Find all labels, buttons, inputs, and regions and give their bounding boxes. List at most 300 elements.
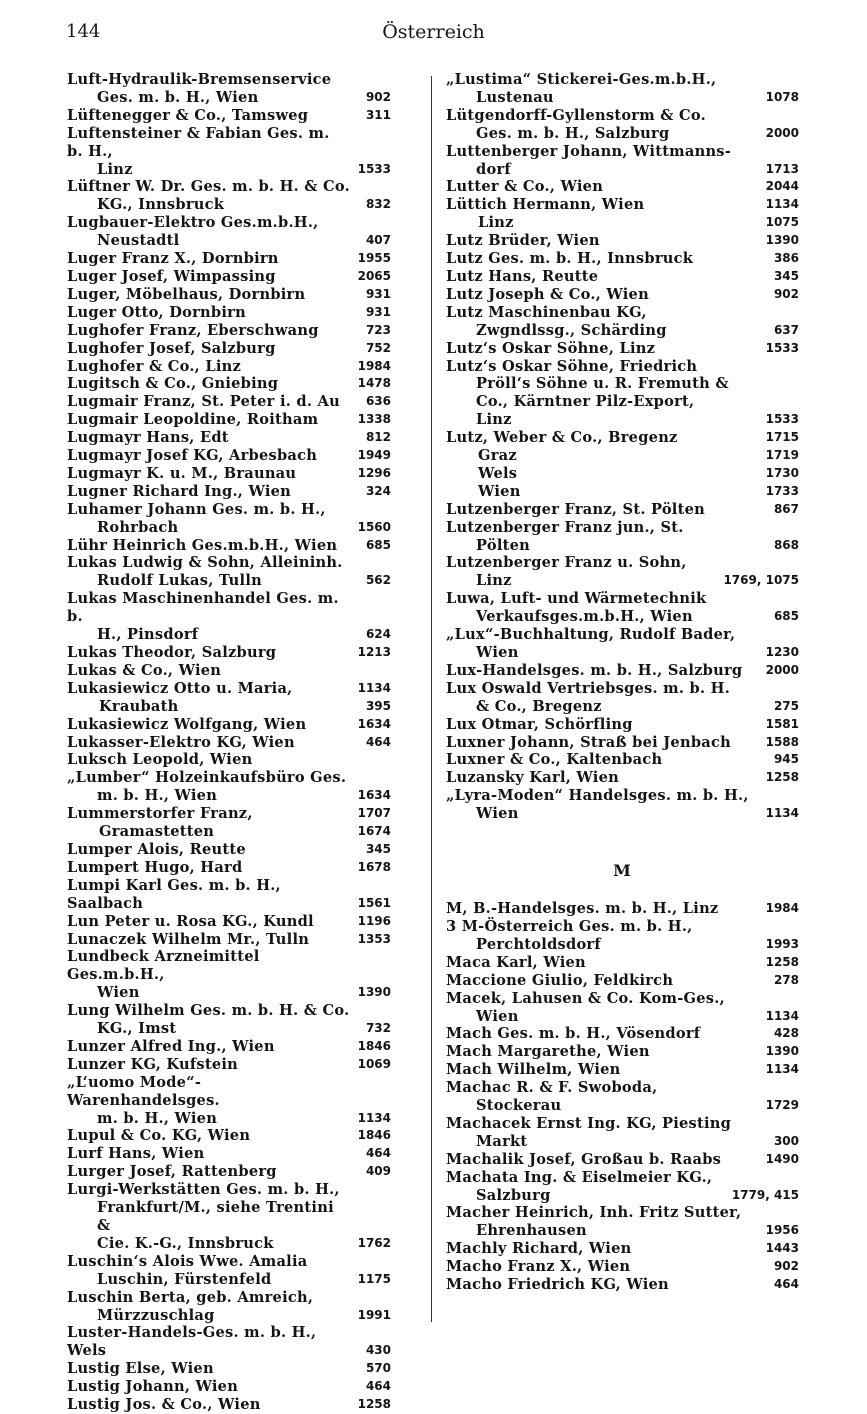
directory-entry bbox=[446, 1025, 799, 1043]
entry-name-line: Luger Franz X., Dornbirn bbox=[67, 250, 279, 268]
directory-entry bbox=[446, 304, 799, 340]
directory-entry bbox=[446, 358, 799, 430]
entry-name bbox=[446, 1204, 758, 1240]
entry-name-line: Lütgendorff-Gyllenstorm & Co. bbox=[446, 106, 706, 124]
entry-name-line: Lux Oswald Vertriebsges. m. b. H. bbox=[446, 679, 731, 697]
directory-entry bbox=[67, 948, 391, 1002]
entry-name bbox=[67, 107, 358, 125]
entry-name bbox=[67, 1181, 350, 1253]
directory-entry bbox=[446, 1276, 799, 1294]
entry-reference-number: 1296 bbox=[357, 465, 391, 480]
entry-reference-number: 1713 bbox=[765, 161, 799, 176]
entry-reference-number: 732 bbox=[365, 1021, 391, 1036]
entry-name bbox=[446, 1151, 758, 1169]
entry-reference-number: 1390 bbox=[765, 233, 799, 248]
directory-entry bbox=[446, 1204, 799, 1240]
entry-name-line: Luxner & Co., Kaltenbach bbox=[446, 751, 663, 769]
directory-entry bbox=[67, 286, 391, 304]
directory-entry bbox=[67, 250, 391, 268]
entry-name-line: Lüftenegger & Co., Tamsweg bbox=[67, 106, 309, 124]
directory-entry bbox=[67, 268, 391, 286]
entry-name-line: Lupul & Co. KG, Wien bbox=[67, 1127, 251, 1145]
directory-entry bbox=[67, 71, 391, 107]
entry-reference-number: 464 bbox=[773, 1277, 799, 1292]
directory-entry bbox=[67, 662, 391, 680]
entry-name bbox=[67, 769, 350, 805]
entry-name bbox=[67, 751, 383, 769]
entry-name-line: Luschin‘s Alois Wwe. Amalia bbox=[67, 1252, 308, 1270]
entry-name-line: Lustig Else, Wien bbox=[67, 1360, 214, 1378]
entry-name bbox=[67, 268, 350, 286]
entry-name-continuation: Mürzzuschlag bbox=[97, 1306, 215, 1324]
entry-name-line: Lukas Theodor, Salzburg bbox=[67, 644, 277, 661]
entry-reference-number: 1196 bbox=[357, 913, 391, 928]
directory-entry bbox=[67, 322, 391, 340]
entry-reference-number: 345 bbox=[365, 841, 391, 856]
entry-reference-number: 2044 bbox=[765, 179, 799, 194]
entry-name bbox=[67, 554, 358, 590]
directory-entry bbox=[67, 680, 391, 698]
entry-name-line: Luttenberger Johann, Wittmanns- bbox=[446, 142, 732, 160]
entry-name-line: Lugmair Franz, St. Peter i. d. Au bbox=[67, 393, 340, 411]
entry-name-line: Lutz Hans, Reutte bbox=[446, 267, 599, 285]
entry-reference-number: 1134 bbox=[765, 197, 799, 212]
directory-entry bbox=[67, 1396, 391, 1414]
entry-reference-number: 570 bbox=[365, 1361, 391, 1376]
entry-name bbox=[67, 859, 350, 877]
entry-reference-number: 1956 bbox=[765, 1223, 799, 1238]
entry-name-line: Graz bbox=[478, 447, 517, 465]
entry-name-line: Macek, Lahusen & Co. Kom-Ges., bbox=[446, 989, 725, 1007]
entry-name-line: Lugner Richard Ing., Wien bbox=[67, 482, 292, 500]
entry-name-line: Luft-Hydraulik-Bremsenservice bbox=[67, 71, 332, 88]
entry-name bbox=[67, 1163, 358, 1181]
entry-name-continuation: KG., Innsbruck bbox=[97, 196, 225, 214]
directory-entry bbox=[446, 143, 799, 179]
entry-name bbox=[67, 644, 350, 662]
entry-name bbox=[67, 214, 358, 250]
entry-name-line: 3 M-Österreich Ges. m. b. H., bbox=[446, 917, 693, 935]
entry-name bbox=[446, 501, 766, 519]
entry-name bbox=[67, 805, 350, 823]
entry-name bbox=[446, 107, 758, 143]
entry-name bbox=[446, 358, 758, 430]
directory-entry bbox=[446, 429, 799, 447]
entry-reference-number: 464 bbox=[365, 1146, 391, 1161]
entry-name bbox=[446, 465, 758, 483]
entry-name-continuation: Linz bbox=[476, 572, 512, 590]
entry-name bbox=[67, 322, 358, 340]
entry-reference-number: 1561 bbox=[357, 895, 391, 910]
entry-name-continuation: Wien bbox=[97, 984, 140, 1002]
entry-name bbox=[67, 1038, 350, 1056]
entry-reference-number: 1715 bbox=[765, 430, 799, 445]
directory-entry bbox=[446, 954, 799, 972]
directory-entry bbox=[67, 931, 391, 949]
entry-name bbox=[67, 698, 358, 716]
directory-entry bbox=[446, 1240, 799, 1258]
entry-name-line: Lukas & Co., Wien bbox=[67, 661, 222, 679]
directory-entry bbox=[67, 429, 391, 447]
directory-entry bbox=[67, 734, 391, 752]
directory-entry bbox=[67, 823, 391, 841]
entry-name bbox=[446, 519, 766, 555]
entry-name-continuation: m. b. H., Wien bbox=[97, 787, 218, 805]
directory-entry bbox=[446, 662, 799, 680]
directory-entry bbox=[446, 787, 799, 823]
directory-entry bbox=[446, 196, 799, 214]
entry-name-line: Lutz Maschinenbau KG, bbox=[446, 303, 647, 321]
entry-name-line: Wels bbox=[478, 464, 518, 482]
directory-entry bbox=[67, 751, 391, 769]
entry-reference-number: 562 bbox=[365, 573, 391, 588]
entry-reference-number: 1175 bbox=[357, 1271, 391, 1286]
entry-name-line: Luger Josef, Wimpassing bbox=[67, 267, 276, 285]
directory-entry bbox=[446, 71, 799, 107]
directory-entry bbox=[446, 519, 799, 555]
entry-name-line: Mach Ges. m. b. H., Vösendorf bbox=[446, 1025, 701, 1043]
directory-entry bbox=[446, 447, 799, 465]
directory-entry bbox=[67, 340, 391, 358]
entry-name bbox=[67, 537, 358, 555]
entry-name-line: Lumper Alois, Reutte bbox=[67, 840, 246, 858]
entry-name-line: Linz bbox=[478, 214, 514, 232]
entry-name-line: Lugmayr K. u. M., Braunau bbox=[67, 464, 297, 482]
directory-entry bbox=[67, 178, 391, 214]
entry-name-line: Lutter & Co., Wien bbox=[446, 178, 604, 196]
entry-name bbox=[67, 340, 358, 358]
entry-name bbox=[67, 1002, 358, 1038]
directory-entry bbox=[67, 483, 391, 501]
entry-name-line: Luwa, Luft- und Wärmetechnik bbox=[446, 590, 707, 608]
entry-name-line: Luxner Johann, Straß bei Jenbach bbox=[446, 733, 731, 751]
entry-reference-number: 1134 bbox=[357, 680, 391, 695]
entry-name bbox=[67, 447, 350, 465]
directory-entry bbox=[67, 358, 391, 376]
entry-name bbox=[446, 286, 766, 304]
entry-reference-number: 832 bbox=[365, 197, 391, 212]
directory-entry bbox=[446, 751, 799, 769]
directory-entry bbox=[67, 1127, 391, 1145]
entry-reference-number: 1533 bbox=[765, 412, 799, 427]
entry-name bbox=[67, 375, 350, 393]
entry-reference-number: 624 bbox=[365, 627, 391, 642]
entry-reference-number: 1075 bbox=[765, 215, 799, 230]
entry-reference-number: 1533 bbox=[765, 340, 799, 355]
entry-reference-number: 1588 bbox=[765, 734, 799, 749]
entry-reference-number: 1719 bbox=[765, 448, 799, 463]
entry-name-line: Lutz Brüder, Wien bbox=[446, 232, 600, 250]
entry-reference-number: 464 bbox=[365, 1379, 391, 1394]
entry-name-line: Lutz Ges. m. b. H., Innsbruck bbox=[446, 250, 694, 268]
directory-entry bbox=[446, 1079, 799, 1115]
entry-name bbox=[67, 1396, 350, 1414]
entry-reference-number: 430 bbox=[365, 1343, 391, 1358]
entry-name-continuation: Salzburg bbox=[476, 1186, 551, 1204]
entry-name-line: M, B.-Handelsges. m. b. H., Linz bbox=[446, 900, 719, 918]
entry-name-line: Luger, Möbelhaus, Dornbirn bbox=[67, 285, 306, 303]
entry-name-line: „L‘uomo Mode“-Warenhandelsges. bbox=[67, 1073, 220, 1109]
directory-entry bbox=[67, 716, 391, 734]
entry-name-continuation: Linz bbox=[97, 160, 133, 178]
entry-reference-number: 300 bbox=[773, 1133, 799, 1148]
entry-name-line: Lunaczek Wilhelm Mr., Tulln bbox=[67, 930, 310, 948]
directory-entry bbox=[446, 501, 799, 519]
entry-name-line: Lüttich Hermann, Wien bbox=[446, 196, 645, 214]
entry-name-line: Lughofer & Co., Linz bbox=[67, 357, 242, 375]
entry-name-line: Maccione Giulio, Feldkirch bbox=[446, 971, 674, 989]
entry-name-line: Lughofer Josef, Salzburg bbox=[67, 339, 276, 357]
directory-entry bbox=[67, 1163, 391, 1181]
directory-entry bbox=[446, 769, 799, 787]
entry-name bbox=[446, 554, 715, 590]
entry-name-line: Lugitsch & Co., Gniebing bbox=[67, 375, 279, 393]
entry-name-line: Gramastetten bbox=[99, 823, 215, 841]
entry-name bbox=[67, 1289, 350, 1325]
entry-name bbox=[446, 483, 758, 501]
entry-name bbox=[446, 716, 758, 734]
entry-name-continuation: Ges. m. b. H., Wien bbox=[97, 88, 259, 106]
directory-entry bbox=[446, 1115, 799, 1151]
entry-name-line: Lutz, Weber & Co., Bregenz bbox=[446, 429, 678, 447]
entry-name-line: Lunzer KG, Kufstein bbox=[67, 1055, 239, 1073]
entry-reference-number: 867 bbox=[773, 501, 799, 516]
entry-name bbox=[67, 304, 358, 322]
entry-name bbox=[446, 143, 758, 179]
directory-entry bbox=[67, 1289, 391, 1325]
entry-name-line: Lustig Jos. & Co., Wien bbox=[67, 1396, 261, 1414]
entry-reference-number: 723 bbox=[365, 322, 391, 337]
directory-entry bbox=[67, 465, 391, 483]
entry-name-continuation: Pölten bbox=[476, 536, 530, 554]
entry-reference-number: 278 bbox=[773, 972, 799, 987]
entry-name bbox=[446, 71, 758, 107]
directory-entry bbox=[67, 698, 391, 716]
entry-reference-number: 902 bbox=[773, 1259, 799, 1274]
directory-entry bbox=[67, 841, 391, 859]
entry-name-continuation: Rudolf Lukas, Tulln bbox=[97, 572, 262, 590]
entry-name-continuation: Rohrbach bbox=[97, 518, 179, 536]
entry-name-line: Lung Wilhelm Ges. m. b. H. & Co. bbox=[67, 1002, 350, 1020]
entry-name bbox=[446, 990, 758, 1026]
directory-entry bbox=[67, 375, 391, 393]
entry-reference-number: 345 bbox=[773, 268, 799, 283]
entry-reference-number: 1390 bbox=[357, 985, 391, 1000]
entry-reference-number: 1729 bbox=[765, 1098, 799, 1113]
entry-name-line: Lumpert Hugo, Hard bbox=[67, 858, 243, 876]
entry-name-line: Luster-Handels-Ges. m. b. H., Wels bbox=[67, 1324, 317, 1360]
entry-name-continuation: Co., Kärntner Pilz-Export, bbox=[476, 393, 695, 411]
entry-name-continuation: Neustadtl bbox=[97, 232, 180, 250]
entry-name-line: Lunzer Alfred Ing., Wien bbox=[67, 1037, 275, 1055]
directory-entry bbox=[67, 1378, 391, 1396]
entry-name-line: Luger Otto, Dornbirn bbox=[67, 303, 246, 321]
entry-name-continuation: dorf bbox=[476, 160, 511, 178]
entry-name-line: Machly Richard, Wien bbox=[446, 1240, 632, 1258]
directory-entry bbox=[67, 913, 391, 931]
entry-name-line: Lugmayr Hans, Edt bbox=[67, 429, 229, 447]
entry-reference-number: 1634 bbox=[357, 716, 391, 731]
entry-name-line: Lutz Joseph & Co., Wien bbox=[446, 285, 649, 303]
entry-name-continuation: Lustenau bbox=[476, 88, 554, 106]
entry-name-line: Lutzenberger Franz, St. Pölten bbox=[446, 500, 705, 518]
entry-name-line: Wien bbox=[478, 482, 521, 500]
entry-reference-number: 1984 bbox=[765, 901, 799, 916]
directory-entry bbox=[446, 1151, 799, 1169]
entry-reference-number: 1390 bbox=[765, 1044, 799, 1059]
entry-name bbox=[446, 1169, 724, 1205]
entry-name-continuation: Stockerau bbox=[476, 1097, 562, 1115]
directory-entry bbox=[446, 250, 799, 268]
directory-entry bbox=[67, 537, 391, 555]
entry-name bbox=[67, 125, 350, 179]
entry-reference-number: 902 bbox=[773, 286, 799, 301]
entry-reference-number: 275 bbox=[773, 698, 799, 713]
entry-reference-number: 685 bbox=[773, 609, 799, 624]
entry-reference-number: 1991 bbox=[357, 1307, 391, 1322]
entry-name bbox=[446, 1276, 766, 1294]
entry-name bbox=[446, 918, 758, 954]
entry-name bbox=[67, 286, 358, 304]
entry-name bbox=[446, 662, 758, 680]
entry-name-line: Lukasiewicz Wolfgang, Wien bbox=[67, 715, 307, 733]
entry-reference-number: 2065 bbox=[357, 268, 391, 283]
directory-entry bbox=[67, 805, 391, 823]
directory-entry bbox=[67, 859, 391, 877]
directory-entry bbox=[67, 1038, 391, 1056]
entry-reference-number: 931 bbox=[365, 286, 391, 301]
directory-entry bbox=[446, 990, 799, 1026]
entry-reference-number: 1993 bbox=[765, 936, 799, 951]
entry-name-continuation: Zwgndlssg., Schärding bbox=[476, 321, 667, 339]
entry-name bbox=[446, 429, 758, 447]
directory-entry bbox=[446, 1258, 799, 1276]
entry-name-continuation: Ehrenhausen bbox=[476, 1222, 587, 1240]
entry-reference-number: 902 bbox=[365, 89, 391, 104]
entry-name-line: Lugmayr Josef KG, Arbesbach bbox=[67, 447, 318, 465]
entry-reference-number: 1949 bbox=[357, 448, 391, 463]
entry-reference-number: 409 bbox=[365, 1164, 391, 1179]
entry-name-line: „Lux“-Buchhaltung, Rudolf Bader, bbox=[446, 626, 736, 644]
entry-reference-number: 464 bbox=[365, 734, 391, 749]
entry-reference-number: 1533 bbox=[357, 161, 391, 176]
entry-reference-number: 931 bbox=[365, 304, 391, 319]
entry-name-line: Lutz‘s Oskar Söhne, Linz bbox=[446, 339, 656, 357]
entry-name-line: Luftensteiner & Fabian Ges. m. b. H., bbox=[67, 124, 330, 160]
entry-name-line: Mach Wilhelm, Wien bbox=[446, 1061, 621, 1079]
entry-reference-number: 636 bbox=[365, 394, 391, 409]
entry-reference-number: 2000 bbox=[765, 662, 799, 677]
entry-name-continuation: Frankfurt/M., siehe Trentini & bbox=[97, 1199, 334, 1234]
entry-name-continuation: Wien bbox=[476, 1007, 519, 1025]
entry-reference-number: 1078 bbox=[765, 89, 799, 104]
directory-entry bbox=[67, 411, 391, 429]
entry-name bbox=[67, 590, 358, 644]
entry-name-line: Lühr Heinrich Ges.m.b.H., Wien bbox=[67, 536, 338, 554]
entry-name-line: Lummerstorfer Franz, bbox=[67, 805, 253, 823]
section-heading-m: M bbox=[613, 861, 632, 881]
entry-name bbox=[67, 358, 350, 376]
entry-reference-number: 1338 bbox=[357, 412, 391, 427]
directory-entry bbox=[67, 1181, 391, 1253]
entry-name bbox=[67, 1324, 358, 1360]
entry-name-line: Luhamer Johann Ges. m. b. H., bbox=[67, 500, 326, 518]
entry-reference-number: 1258 bbox=[765, 770, 799, 785]
entry-name bbox=[67, 429, 358, 447]
directory-entry bbox=[67, 304, 391, 322]
entry-name bbox=[446, 972, 766, 990]
entry-name-line: Mach Margarethe, Wien bbox=[446, 1043, 650, 1061]
entry-name bbox=[67, 465, 350, 483]
entry-name-continuation: Pröll‘s Söhne u. R. Fremuth & bbox=[476, 375, 729, 393]
directory-entry bbox=[446, 1043, 799, 1061]
entry-reference-number: 1707 bbox=[357, 806, 391, 821]
directory-entry bbox=[67, 769, 391, 805]
entry-reference-number: 1634 bbox=[357, 788, 391, 803]
entry-reference-number: 1779, 415 bbox=[731, 1187, 799, 1202]
entry-name-continuation: Cie. K.-G., Innsbruck bbox=[97, 1234, 274, 1252]
entry-name-continuation: Verkaufsges.m.b.H., Wien bbox=[476, 608, 693, 626]
directory-entry bbox=[446, 465, 799, 483]
directory-entry bbox=[67, 1074, 391, 1128]
entry-reference-number: 311 bbox=[365, 107, 391, 122]
page-number: 144 bbox=[66, 21, 101, 42]
entry-name bbox=[67, 501, 350, 537]
entry-name-line: Lun Peter u. Rosa KG., Kundl bbox=[67, 912, 314, 930]
entry-name bbox=[67, 1145, 358, 1163]
entry-reference-number: 1733 bbox=[765, 483, 799, 498]
entry-name bbox=[67, 1127, 350, 1145]
directory-entry bbox=[446, 107, 799, 143]
entry-name-line: Luschin Berta, geb. Amreich, bbox=[67, 1288, 314, 1306]
entry-name-line: Lundbeck Arzneimittel Ges.m.b.H., bbox=[67, 948, 260, 984]
entry-name bbox=[67, 1378, 358, 1396]
entry-name-line: Lutz‘s Oskar Söhne, Friedrich bbox=[446, 357, 698, 375]
entry-name bbox=[446, 787, 758, 823]
directory-entry bbox=[67, 501, 391, 537]
left-column bbox=[67, 71, 391, 1414]
entry-name bbox=[67, 411, 350, 429]
entry-name-continuation: Luschin, Fürstenfeld bbox=[97, 1270, 272, 1288]
entry-name bbox=[67, 823, 350, 841]
entry-reference-number: 1258 bbox=[357, 1397, 391, 1412]
directory-entry bbox=[67, 1253, 391, 1289]
entry-name bbox=[446, 751, 766, 769]
entry-name-line: Lux-Handelsges. m. b. H., Salzburg bbox=[446, 661, 743, 679]
entry-name bbox=[446, 1115, 766, 1151]
directory-entry bbox=[446, 268, 799, 286]
entry-name bbox=[67, 393, 358, 411]
entry-name-line: Machata Ing. & Eiselmeier KG., bbox=[446, 1168, 713, 1186]
entry-name-continuation: H., Pinsdorf bbox=[97, 626, 199, 644]
entry-name-line: Maca Karl, Wien bbox=[446, 953, 586, 971]
entry-name bbox=[446, 1079, 758, 1115]
directory-entry bbox=[446, 214, 799, 232]
entry-name-line: Luzansky Karl, Wien bbox=[446, 769, 619, 787]
entries-l bbox=[446, 71, 799, 823]
entry-reference-number: 1258 bbox=[765, 954, 799, 969]
directory-entry bbox=[67, 125, 391, 179]
directory-entry bbox=[446, 1169, 799, 1205]
entry-name-line: Lux Otmar, Schörfling bbox=[446, 715, 633, 733]
entry-name-line: Lukas Maschinenhandel Ges. m. b. bbox=[67, 590, 339, 626]
entry-reference-number: 685 bbox=[365, 537, 391, 552]
entry-reference-number: 1443 bbox=[765, 1241, 799, 1256]
entry-reference-number: 1846 bbox=[357, 1038, 391, 1053]
entry-name-line: „Lumber“ Holzeinkaufsbüro Ges. bbox=[67, 769, 347, 787]
directory-entry bbox=[446, 286, 799, 304]
directory-entry bbox=[67, 1145, 391, 1163]
